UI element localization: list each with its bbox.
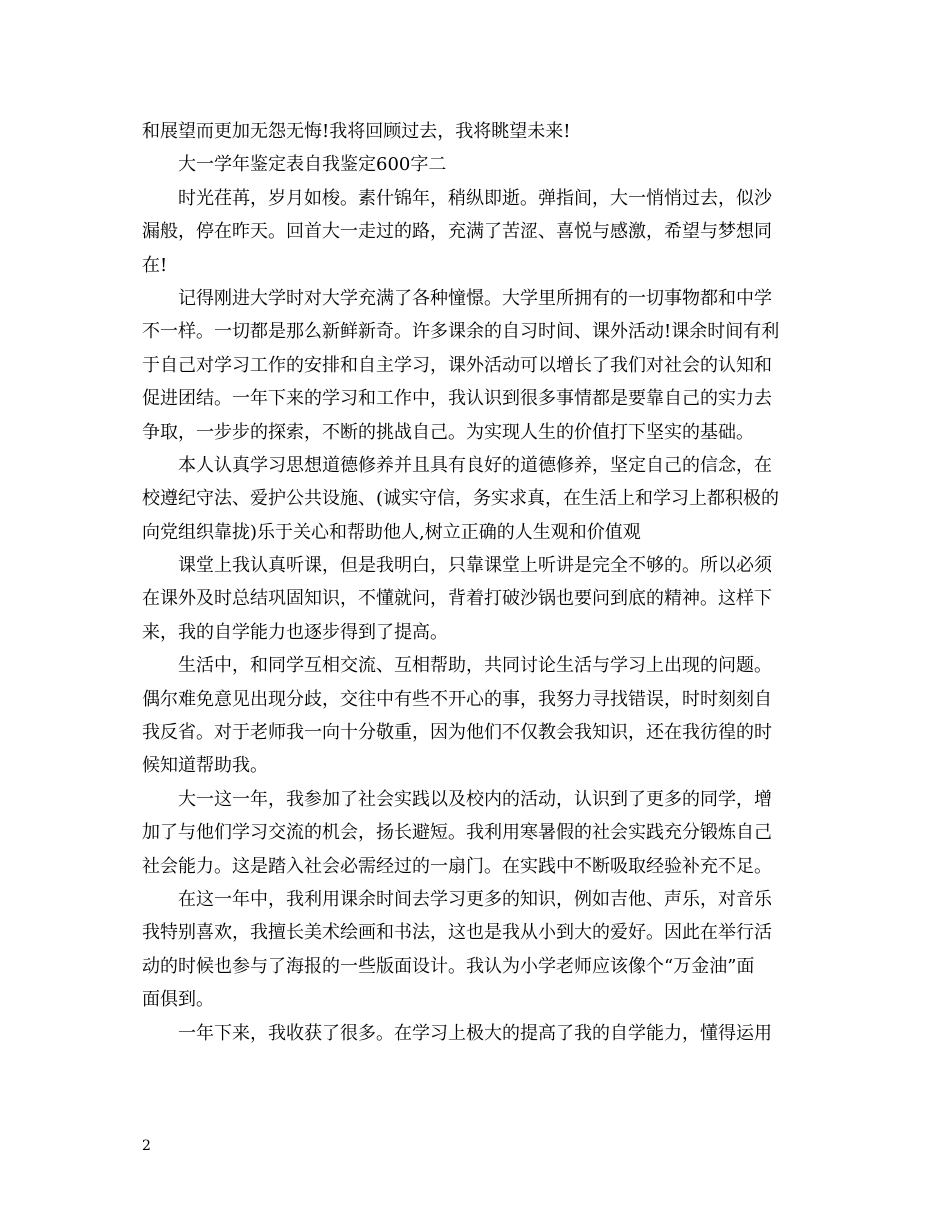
- text-line: 促进团结。一年下来的学习和工作中，我认识到很多事情都是要靠自己的实力去: [142, 388, 772, 410]
- text-line: 记得刚进大学时对大学充满了各种憧憬。大学里所拥有的一切事物都和中学: [178, 287, 772, 309]
- text-line: 在!: [142, 254, 168, 276]
- text-line: 和展望而更加无怨无悔!我将回顾过去，我将眺望未来!: [142, 121, 571, 142]
- text-line: 来，我的自学能力也逐步得到了提高。: [142, 621, 448, 643]
- body-text: [142, 115, 812, 1050]
- text-line: 候知道帮助我。: [142, 755, 268, 777]
- text-line: 漏般，停在昨天。回首大一走过的路，充满了苦涩、喜悦与感激，希望与梦想同: [142, 221, 772, 243]
- text-line: 不一样。一切都是那么新鲜新奇。许多课余的自习时间、课外活动!课余时间有利: [142, 321, 780, 343]
- text-line: 偶尔难免意见出现分歧，交往中有些不开心的事，我努力寻找错误，时时刻刻自: [142, 688, 772, 710]
- text-line: 我特别喜欢，我擅长美术绘画和书法，这也是我从小到大的爱好。因此在举行活: [142, 922, 772, 944]
- text-line: 在这一年中，我利用课余时间去学习更多的知识，例如吉他、声乐，对音乐: [178, 888, 772, 910]
- text-line: 课堂上我认真听课，但是我明白，只靠课堂上听讲是完全不够的。所以必须: [178, 555, 772, 577]
- text-line: 于自己对学习工作的安排和自主学习，课外活动可以增长了我们对社会的认知和: [142, 354, 772, 376]
- text-line: 加了与他们学习交流的机会，扬长避短。我利用寒暑假的社会实践充分锻炼自己: [142, 822, 772, 844]
- text-line: 我反省。对于老师我一向十分敬重，因为他们不仅教会我知识，还在我彷徨的时: [142, 722, 772, 744]
- text-line: 本人认真学习思想道德修养并且具有良好的道德修养，坚定自己的信念，在: [178, 454, 772, 476]
- text-line: 校遵纪守法、爱护公共设施、(诚实守信，务实求真，在生活上和学习上都积极的: [142, 488, 780, 510]
- text-line: 动的时候也参与了海报的一些版面设计。我认为小学老师应该像个“万金油”面: [142, 955, 755, 977]
- text-line: 在课外及时总结巩固知识，不懂就问，背着打破沙锅也要问到底的精神。这样下: [142, 588, 772, 610]
- text-line: 向党组织靠拢)乐于关心和帮助他人,树立正确的人生观和价值观: [142, 521, 641, 543]
- text-line: 大一这一年，我参加了社会实践以及校内的活动，认识到了更多的同学，增: [178, 788, 772, 810]
- text-line: 争取，一步步的探索，不断的挑战自己。为实现人生的价值打下坚实的基础。: [142, 421, 754, 443]
- text-line: 生活中，和同学互相交流、互相帮助，共同讨论生活与学习上出现的问题。: [178, 655, 772, 677]
- text-line: 一年下来，我收获了很多。在学习上极大的提高了我的自学能力，懂得运用: [178, 1022, 772, 1044]
- text-line: 大一学年鉴定表自我鉴定600字二: [178, 154, 447, 176]
- text-line: 面俱到。: [142, 989, 214, 1011]
- page-number: 2: [142, 1138, 151, 1154]
- text-line: 社会能力。这是踏入社会必需经过的一扇门。在实践中不断吸取经验补充不足。: [142, 855, 772, 877]
- text-line: 时光荏苒，岁月如梭。素什锦年，稍纵即逝。弹指间，大一悄悄过去，似沙: [178, 187, 772, 209]
